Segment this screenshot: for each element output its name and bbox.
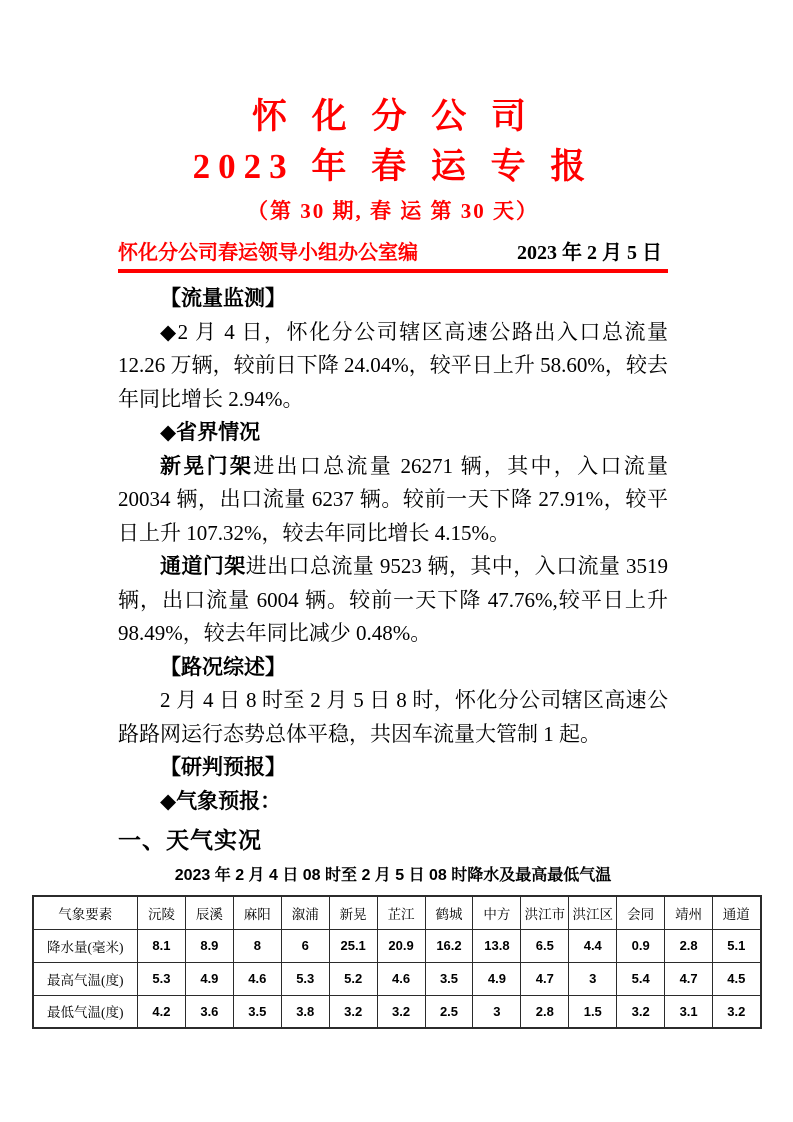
table-cell: 4.6 xyxy=(233,962,281,995)
table-cell: 8.1 xyxy=(138,929,186,962)
issue-info: （第 30 期, 春 运 第 30 天） xyxy=(247,199,539,223)
table-cell: 4.9 xyxy=(185,962,233,995)
table-row xyxy=(33,929,761,962)
table-header-row xyxy=(33,896,761,929)
tongdao-gantry-text: 进出口总流量 9523 辆，其中，入口流量 3519 辆，出口流量 6004 辆。较前一天下降 47.76%,较平日上升 98.49%，较去年同比减少 0.48%。 xyxy=(118,554,669,645)
weather-forecast-label: ◆气象预报： xyxy=(160,788,282,813)
table-cell: 0.9 xyxy=(617,929,665,962)
table-cell: 5.2 xyxy=(329,962,377,995)
table-cell: 6 xyxy=(281,929,329,962)
xinhuang-gantry-text: 进出口总流量 26271 辆，其中，入口流量 20034 辆，出口流量 6237 辆。较前一天下降 27.91%，较平日上升 107.32%，较去年同比增长 4.15%。 xyxy=(118,453,669,545)
section-heading-provincial-border: ◆省界情况 xyxy=(160,420,261,444)
xinhuang-gantry-paragraph xyxy=(118,450,668,551)
table-row xyxy=(33,995,761,1028)
document-masthead xyxy=(118,92,668,273)
table-cell: 2.5 xyxy=(425,995,473,1028)
road-conditions-paragraph: 2 月 4 日 8 时至 2 月 5 日 8 时，怀化分公司辖区高速公路路网运行态势总体平稳，共因车流量大管制 1 起。 xyxy=(118,688,668,746)
table-row-label: 降水量(毫米) xyxy=(33,929,138,962)
weather-table-section xyxy=(118,861,668,891)
table-cell: 3 xyxy=(473,995,521,1028)
document-title-line1: 怀 化 分 公 司 xyxy=(251,97,534,136)
table-row-label: 最低气温(度) xyxy=(33,995,138,1028)
table-cell: 8 xyxy=(233,929,281,962)
table-cell: 3.2 xyxy=(617,995,665,1028)
table-header-cell: 辰溪 xyxy=(185,896,233,929)
table-cell: 5.4 xyxy=(617,962,665,995)
table-header-cell: 中方 xyxy=(473,896,521,929)
table-cell: 3.1 xyxy=(665,995,713,1028)
table-cell: 3.5 xyxy=(425,962,473,995)
issue-date: 2023 年 2 月 5 日 xyxy=(517,242,662,264)
table-cell: 4.7 xyxy=(521,962,569,995)
tongdao-gantry-name: 通道门架 xyxy=(160,554,246,578)
table-cell: 4.6 xyxy=(377,962,425,995)
table-cell: 5.3 xyxy=(138,962,186,995)
table-cell: 5.1 xyxy=(713,929,761,962)
table-cell: 3.2 xyxy=(377,995,425,1028)
editor-row xyxy=(118,240,668,266)
table-cell: 2.8 xyxy=(665,929,713,962)
table-cell: 4.5 xyxy=(713,962,761,995)
table-cell: 13.8 xyxy=(473,929,521,962)
table-header-cell: 鹤城 xyxy=(425,896,473,929)
table-header-cell: 会同 xyxy=(617,896,665,929)
table-header-cell: 麻阳 xyxy=(233,896,281,929)
section-heading-traffic-monitoring: 【流量监测】 xyxy=(160,286,286,310)
table-cell: 20.9 xyxy=(377,929,425,962)
table-cell: 8.9 xyxy=(185,929,233,962)
table-header-cell: 洪江市 xyxy=(521,896,569,929)
table-cell: 3.2 xyxy=(329,995,377,1028)
table-header-cell: 沅陵 xyxy=(138,896,186,929)
tongdao-gantry-paragraph xyxy=(118,550,668,651)
table-header-cell: 芷江 xyxy=(377,896,425,929)
xinhuang-gantry-name: 新晃门架 xyxy=(160,453,254,478)
table-cell: 1.5 xyxy=(569,995,617,1028)
section-heading-road-conditions: 【路况综述】 xyxy=(160,654,286,679)
table-cell: 5.3 xyxy=(281,962,329,995)
weather-actual-heading: 一、天气实况 xyxy=(118,828,262,853)
table-cell: 4.9 xyxy=(473,962,521,995)
table-cell: 4.7 xyxy=(665,962,713,995)
weather-data-table xyxy=(32,895,762,1029)
traffic-monitoring-paragraph: ◆2 月 4 日，怀化分公司辖区高速公路出入口总流量 12.26 万辆，较前日下降 24.04%，较平日上升 58.60%，较去年同比增长 2.94%。 xyxy=(118,319,668,411)
table-cell: 6.5 xyxy=(521,929,569,962)
table-cell: 3.2 xyxy=(713,995,761,1028)
table-header-cell: 新晃 xyxy=(329,896,377,929)
table-cell: 3.6 xyxy=(185,995,233,1028)
table-header-cell: 通道 xyxy=(713,896,761,929)
table-cell: 25.1 xyxy=(329,929,377,962)
table-cell: 4.4 xyxy=(569,929,617,962)
section-heading-forecast: 【研判预报】 xyxy=(160,755,286,779)
table-cell: 3.5 xyxy=(233,995,281,1028)
table-row xyxy=(33,962,761,995)
editor-label: 怀化分公司春运领导小组办公室编 xyxy=(118,242,418,264)
table-cell: 16.2 xyxy=(425,929,473,962)
table-row-label: 最高气温(度) xyxy=(33,962,138,995)
weather-table-caption: 2023 年 2 月 4 日 08 时至 2 月 5 日 08 时降水及最高最低气温 xyxy=(174,867,612,884)
document-title-line2: 2023 年 春 运 专 报 xyxy=(192,147,594,186)
table-cell: 4.2 xyxy=(138,995,186,1028)
header-divider-rule xyxy=(118,269,668,273)
table-header-cell: 靖州 xyxy=(665,896,713,929)
table-header-cell: 溆浦 xyxy=(281,896,329,929)
table-cell: 3 xyxy=(569,962,617,995)
document-body xyxy=(118,282,668,859)
table-header-cell: 气象要素 xyxy=(33,896,138,929)
table-header-cell: 洪江区 xyxy=(569,896,617,929)
table-cell: 2.8 xyxy=(521,995,569,1028)
table-cell: 3.8 xyxy=(281,995,329,1028)
